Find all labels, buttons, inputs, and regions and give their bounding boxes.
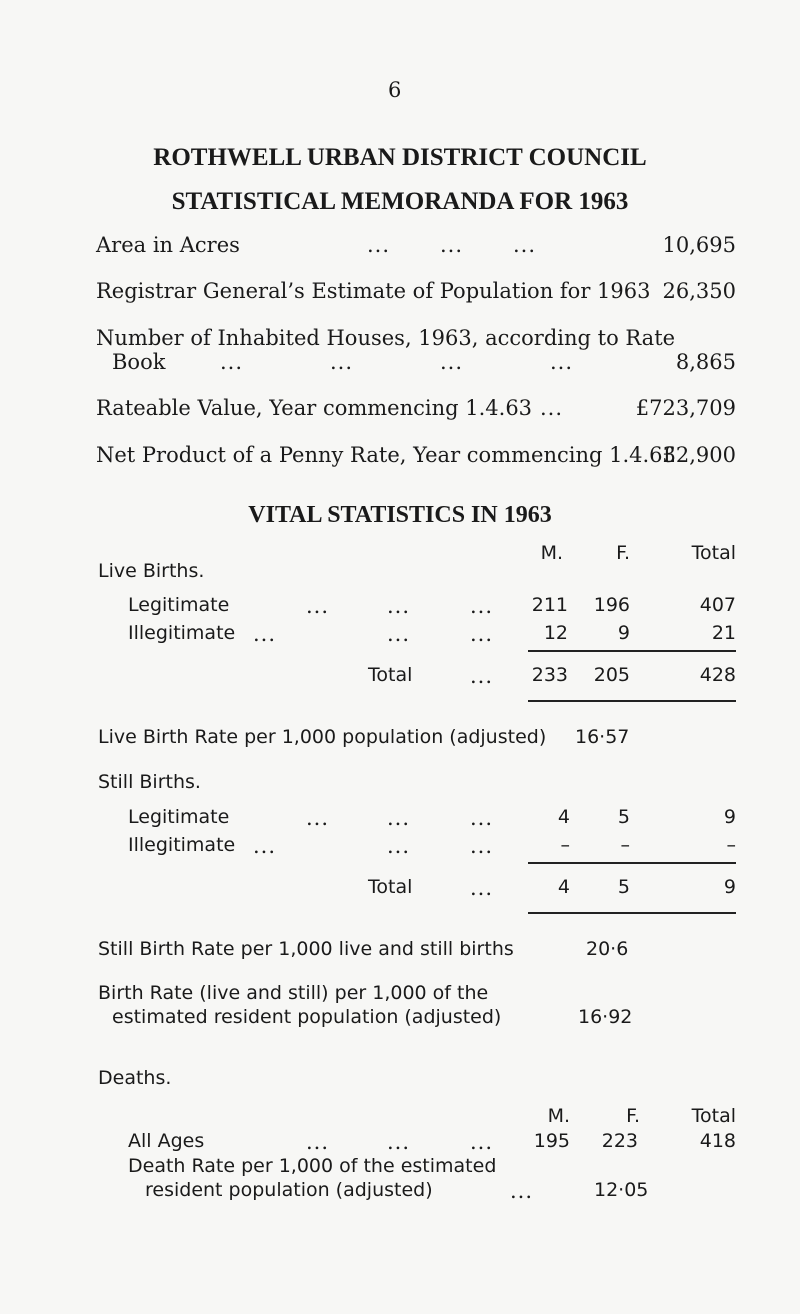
col-header-m: M. xyxy=(540,542,563,564)
still-legit-m: 4 xyxy=(557,806,570,828)
document-subtitle: STATISTICAL MEMORANDA FOR 1963 xyxy=(171,188,629,215)
penny-rate-label: Net Product of a Penny Rate, Year commencing 1.4.63 xyxy=(96,443,676,467)
still-total-total: 9 xyxy=(723,876,736,898)
population-value: 26,350 xyxy=(662,279,736,303)
leader-dots: ... xyxy=(470,1130,494,1154)
leader-dots: ... xyxy=(253,834,277,858)
table-rule xyxy=(528,700,736,702)
penny-rate-value: £2,900 xyxy=(662,443,736,467)
leader-dots: ... xyxy=(387,806,411,830)
still-total-m: 4 xyxy=(557,876,570,898)
live-legit-f: 196 xyxy=(593,594,630,616)
houses-value: 8,865 xyxy=(675,350,736,374)
leader-dots: ... xyxy=(470,876,494,900)
still-birth-rate-label: Still Birth Rate per 1,000 live and still births xyxy=(98,938,514,960)
leader-dots: ... xyxy=(220,350,244,374)
leader-dots: ... xyxy=(470,594,494,618)
death-rate-value: 12·05 xyxy=(594,1179,649,1201)
leader-dots: ... xyxy=(387,622,411,646)
leader-dots: ... xyxy=(367,233,391,257)
houses-label-line2: Book xyxy=(112,350,166,374)
leader-dots: ... xyxy=(306,1130,330,1154)
live-illegit-m: 12 xyxy=(543,622,568,644)
death-rate-label-line2: resident population (adjusted) xyxy=(145,1179,433,1201)
page-number: 6 xyxy=(388,78,402,102)
houses-label-line1: Number of Inhabited Houses, 1963, according to Rate xyxy=(96,326,676,350)
table-rule xyxy=(528,862,736,864)
live-birth-rate-value: 16·57 xyxy=(575,726,630,748)
still-total-label: Total xyxy=(368,876,413,898)
live-total-total: 428 xyxy=(699,664,736,686)
birth-rate-label-line1: Birth Rate (live and still) per 1,000 of the xyxy=(98,982,489,1004)
leader-dots: ... xyxy=(306,594,330,618)
population-label: Registrar General’s Estimate of Population for 1963 xyxy=(96,279,651,303)
col-header-f: F. xyxy=(616,542,630,564)
death-rate-label-line1: Death Rate per 1,000 of the estimated xyxy=(128,1155,497,1177)
still-legit-total: 9 xyxy=(723,806,736,828)
leader-dots: ... xyxy=(513,233,537,257)
rateable-value-label: Rateable Value, Year commencing 1.4.63 xyxy=(96,396,533,420)
leader-dots: ... xyxy=(550,350,574,374)
deaths-heading: Deaths. xyxy=(98,1067,172,1089)
live-birth-rate-label: Live Birth Rate per 1,000 population (adjusted) xyxy=(98,726,547,748)
live-illegit-f: 9 xyxy=(617,622,630,644)
leader-dots: ... xyxy=(387,1130,411,1154)
deaths-col-total: Total xyxy=(691,1105,736,1127)
leader-dots: ... xyxy=(330,350,354,374)
leader-dots: ... xyxy=(253,622,277,646)
still-legit-f: 5 xyxy=(617,806,630,828)
birth-rate-label-line2: estimated resident population (adjusted) xyxy=(112,1006,502,1028)
deaths-col-m: M. xyxy=(547,1105,570,1127)
live-total-label: Total xyxy=(368,664,413,686)
table-rule xyxy=(528,912,736,914)
still-illegit-label: Illegitimate xyxy=(128,834,236,856)
table-rule xyxy=(528,650,736,652)
still-births-heading: Still Births. xyxy=(98,771,201,793)
leader-dots: ... xyxy=(470,664,494,688)
live-total-f: 205 xyxy=(593,664,630,686)
still-total-f: 5 xyxy=(617,876,630,898)
leader-dots: ... xyxy=(440,350,464,374)
col-header-total: Total xyxy=(691,542,736,564)
still-illegit-total: – xyxy=(726,834,736,856)
birth-rate-value: 16·92 xyxy=(578,1006,633,1028)
deaths-col-f: F. xyxy=(626,1105,640,1127)
still-illegit-m: – xyxy=(560,834,570,856)
area-value: 10,695 xyxy=(662,233,736,257)
leader-dots: ... xyxy=(510,1179,534,1203)
leader-dots: ... xyxy=(306,806,330,830)
deaths-f: 223 xyxy=(601,1130,638,1152)
leader-dots: ... xyxy=(470,834,494,858)
leader-dots: ... xyxy=(387,834,411,858)
leader-dots: ... xyxy=(470,806,494,830)
document-title: ROTHWELL URBAN DISTRICT COUNCIL xyxy=(153,144,647,171)
rateable-value: £723,709 xyxy=(635,396,736,420)
still-illegit-f: – xyxy=(620,834,630,856)
live-legit-total: 407 xyxy=(699,594,736,616)
live-legit-m: 211 xyxy=(531,594,568,616)
live-legit-label: Legitimate xyxy=(128,594,230,616)
deaths-m: 195 xyxy=(533,1130,570,1152)
leader-dots: ... xyxy=(387,594,411,618)
vital-statistics-heading: VITAL STATISTICS IN 1963 xyxy=(248,502,552,528)
leader-dots: ... xyxy=(440,233,464,257)
all-ages-label: All Ages xyxy=(128,1130,205,1152)
still-birth-rate-value: 20·6 xyxy=(586,938,629,960)
deaths-total: 418 xyxy=(699,1130,736,1152)
area-label: Area in Acres xyxy=(96,233,240,257)
live-illegit-label: Illegitimate xyxy=(128,622,236,644)
live-births-heading: Live Births. xyxy=(98,560,205,582)
live-illegit-total: 21 xyxy=(711,622,736,644)
leader-dots: ... xyxy=(470,622,494,646)
leader-dots: ... xyxy=(540,396,564,420)
still-legit-label: Legitimate xyxy=(128,806,230,828)
live-total-m: 233 xyxy=(531,664,568,686)
